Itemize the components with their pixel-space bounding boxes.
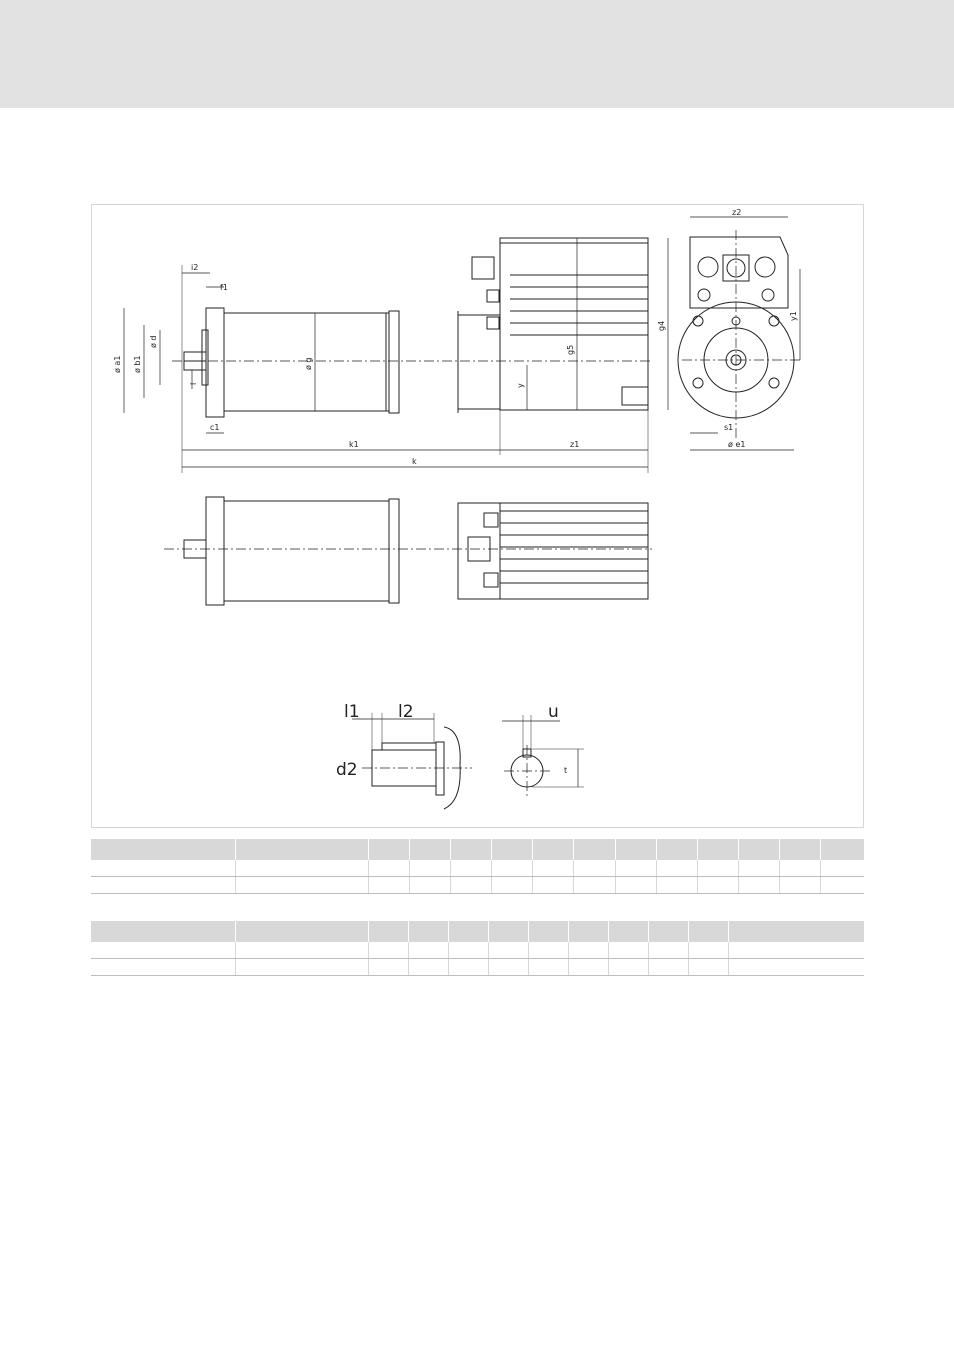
table-row (91, 877, 864, 894)
dim-label-k1: k1 (349, 440, 359, 449)
dim-label-d: ø d (149, 335, 158, 348)
dim-label-b1: ø b1 (133, 355, 142, 373)
dimension-drawing (91, 204, 864, 828)
dim-label-l2: l2 (398, 702, 414, 722)
dim-label-y1: y1 (789, 311, 798, 321)
dim-label-d2: d2 (336, 760, 358, 780)
dim-label-y: y (516, 383, 525, 388)
dim-label-a1: ø a1 (113, 355, 122, 373)
side-view (113, 238, 668, 473)
dim-label-i2: i2 (191, 263, 199, 272)
top-view (164, 497, 652, 605)
table-row (91, 860, 864, 877)
cooling-fins (510, 275, 648, 405)
table-row (91, 959, 864, 976)
shaft-detail (336, 702, 584, 809)
dim-label-l1: l1 (344, 702, 360, 722)
dimension-table-1 (91, 839, 864, 894)
dim-label-g5: g5 (566, 344, 575, 355)
motor-drawing-svg (92, 205, 865, 829)
dim-label-g: ø g (304, 357, 313, 370)
dimension-table-2 (91, 921, 864, 976)
table-row (91, 942, 864, 959)
dim-label-c1: c1 (210, 423, 220, 432)
end-view (678, 208, 802, 450)
dim-label-k: k (412, 457, 417, 466)
dim-label-t: t (564, 766, 568, 775)
table-header-row (91, 839, 864, 860)
dim-label-f1: f1 (220, 283, 228, 292)
dim-label-z1: z1 (570, 440, 580, 449)
table-header-row (91, 921, 864, 942)
page-header-band (0, 0, 954, 108)
dim-label-e1: ø e1 (728, 440, 746, 449)
dim-label-z2: z2 (732, 208, 742, 217)
dim-label-s1: s1 (724, 423, 734, 432)
dim-label-u: u (548, 702, 559, 722)
dim-label-l: l (189, 382, 198, 385)
dim-label-g4: g4 (657, 320, 666, 331)
